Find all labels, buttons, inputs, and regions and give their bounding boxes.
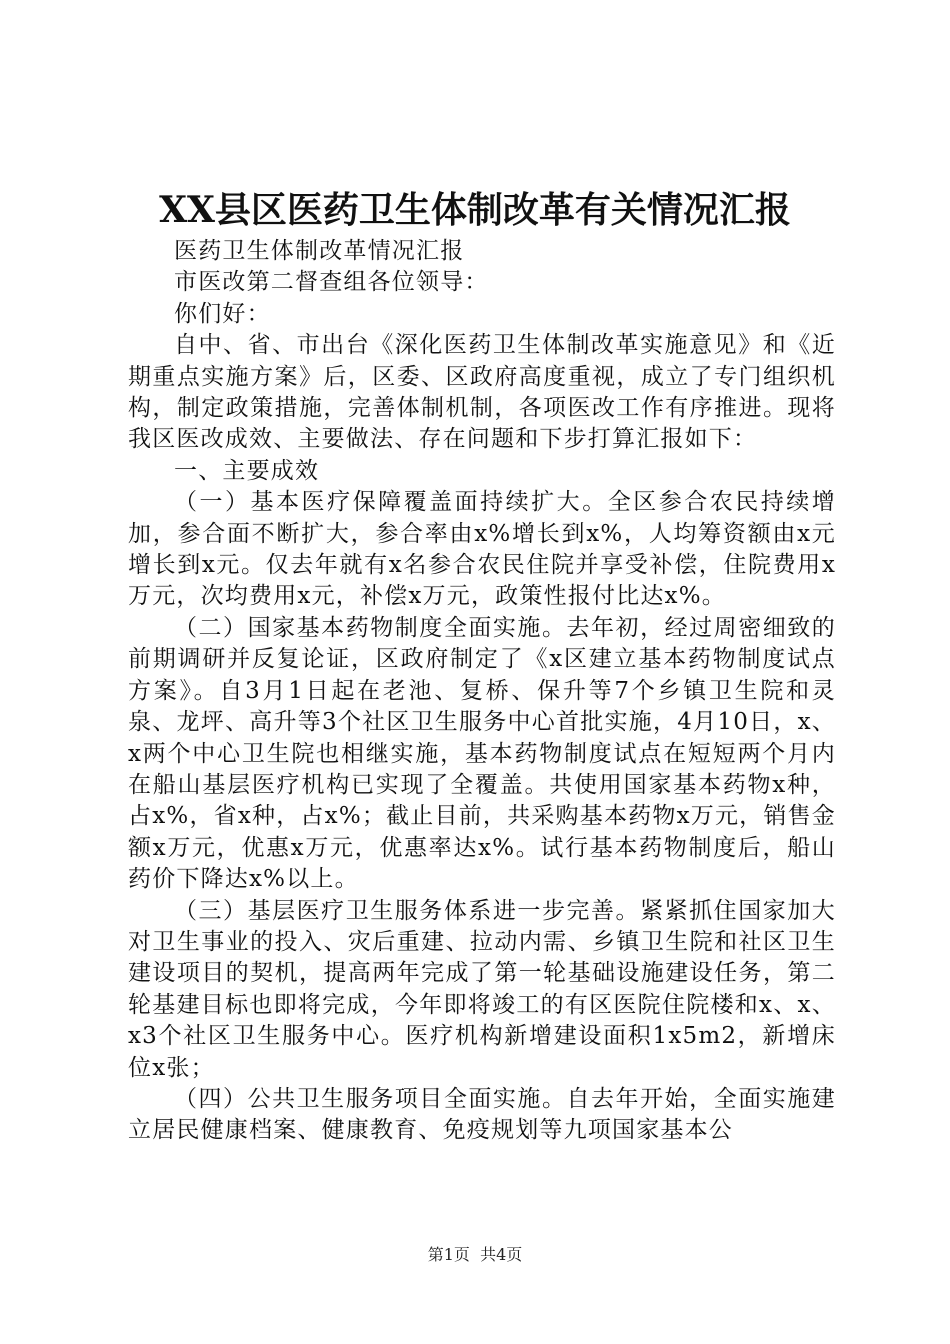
page-total: 共4页 <box>480 1245 523 1264</box>
paragraph-greeting: 你们好： <box>174 300 271 327</box>
paragraph-salutation: 市医改第二督查组各位领导： <box>174 269 489 296</box>
paragraph-intro: 自中、省、市出台《深化医药卫生体制改革实施意见》和《近期重点实施方案》后，区委、区政府高度重视，成立了专门组织机构，制定政策措施，完善体制机制，各项医改工作有序推进。现将我区医改成效、主要做法、存在问题和下步打算汇报如下： <box>128 332 836 453</box>
paragraph-item-4: （四）公共卫生服务项目全面实施。自去年开始，全面实施建立居民健康档案、健康教育、免疫规划等九项国家基本公 <box>128 1085 836 1144</box>
paragraph-item-3: （三）基层医疗卫生服务体系进一步完善。紧紧抓住国家加大对卫生事业的投入、灾后重建、拉动内需、乡镇卫生院和社区卫生建设项目的契机，提高两年完成了第一轮基础设施建设任务，第二轮基建目标也即将完成，今年即将竣工的有区医院住院楼和x、x、x3个社区卫生服务中心。医疗机构新增建设面积1x5m2，新增床位x张； <box>128 897 836 1081</box>
page-footer <box>0 1244 950 1266</box>
document-title: XX县区医药卫生体制改革有关情况汇报 <box>159 189 791 231</box>
section-heading: 一、主要成效 <box>174 457 320 484</box>
document-body <box>128 236 836 1147</box>
paragraph-item-1: （一）基本医疗保障覆盖面持续扩大。全区参合农民持续增加，参合面不断扩大，参合率由x%增长到x%，人均筹资额由x元增长到x元。仅去年就有x名参合农民住院并享受补偿，住院费用x万元，次均费用x元，补偿x万元，政策性报付比达x%。 <box>128 489 836 610</box>
paragraph-item-2: （二）国家基本药物制度全面实施。去年初，经过周密细致的前期调研并反复论证，区政府制定了《x区建立基本药物制度试点方案》。自3月1日起在老池、复桥、保升等7个乡镇卫生院和灵泉、龙坪、高升等3个社区卫生服务中心首批实施，4月10日，x、x两个中心卫生院也相继实施，基本药物制度试点在短短两个月内在船山基层医疗机构已实现了全覆盖。共使用国家基本药物x种，占x%，省x种，占x%；截止目前，共采购基本药物x万元，销售金额x万元，优惠x万元，优惠率达x%。试行基本药物制度后，船山药价下降达x%以上。 <box>128 614 836 893</box>
page-number: 第1页 <box>427 1245 470 1264</box>
paragraph-subtitle: 医药卫生体制改革情况汇报 <box>174 238 465 264</box>
